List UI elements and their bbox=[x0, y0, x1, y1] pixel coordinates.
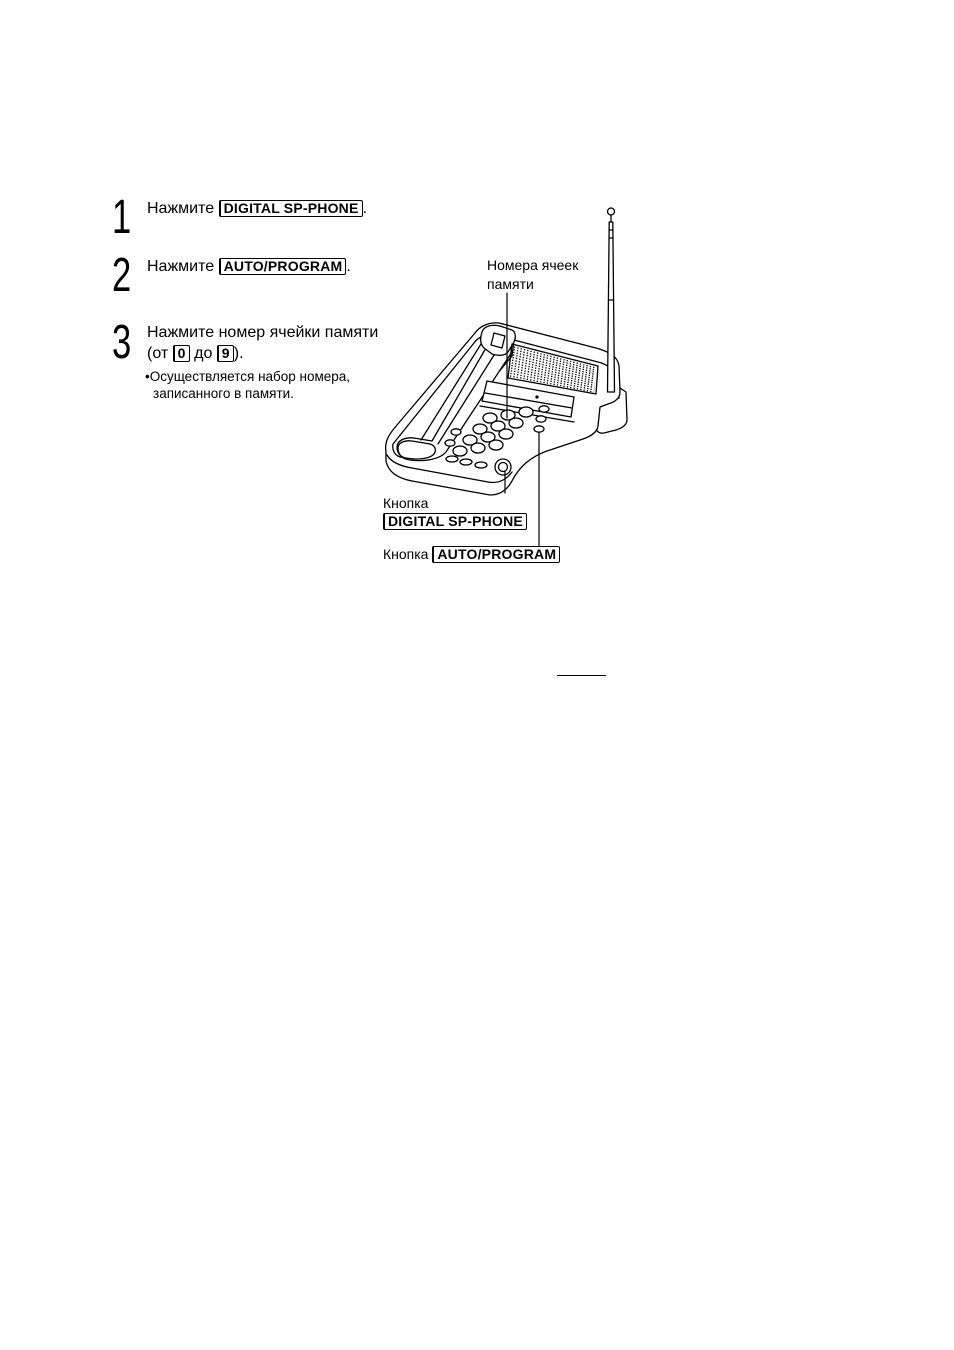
horizontal-rule bbox=[557, 675, 606, 676]
step-3-text: Нажмите номер ячейки памяти bbox=[147, 324, 379, 341]
handset-earpiece bbox=[398, 441, 435, 459]
antenna bbox=[608, 222, 615, 392]
auto-program-callout-key: AUTO/PROGRAM bbox=[432, 546, 560, 563]
keypad-key bbox=[499, 429, 513, 439]
function-key bbox=[445, 440, 455, 446]
function-key bbox=[460, 459, 472, 465]
auto-program-callout bbox=[383, 546, 560, 563]
step-2-punctuation: . bbox=[346, 258, 351, 275]
step-number-3: 3 bbox=[112, 316, 132, 369]
step-2-text: Нажмите bbox=[147, 258, 215, 275]
keypad-key bbox=[453, 446, 467, 456]
step-1-text: Нажмите bbox=[147, 200, 215, 217]
step-1-punctuation: . bbox=[362, 200, 367, 217]
keypad-key bbox=[471, 443, 485, 453]
auto-program-key: AUTO/PROGRAM bbox=[219, 258, 347, 275]
sp-phone-callout-label: Кнопка bbox=[383, 495, 429, 511]
function-key bbox=[451, 429, 461, 435]
keypad-key bbox=[489, 440, 503, 450]
sp-phone-callout-key: DIGITAL SP-PHONE bbox=[383, 513, 527, 530]
handset-mouthpiece-recess bbox=[491, 333, 505, 348]
sp-phone-callout bbox=[383, 513, 527, 530]
function-key bbox=[536, 416, 546, 422]
step-3-note-line-2: записанного в памяти. bbox=[153, 386, 294, 401]
digital-sp-phone-key: DIGITAL SP-PHONE bbox=[219, 200, 363, 217]
keypad-key bbox=[509, 418, 523, 428]
function-key bbox=[475, 462, 487, 468]
antenna-tip bbox=[608, 208, 615, 215]
auto-program-callout-label: Кнопка bbox=[383, 546, 429, 562]
auto-program-button bbox=[534, 426, 544, 432]
sp-phone-button-inner bbox=[499, 463, 508, 472]
memory-keys-callout-line-1: Номера ячеек bbox=[487, 257, 579, 273]
memory-keys-callout-line-2: памяти bbox=[487, 276, 534, 292]
step-number-2: 2 bbox=[112, 249, 132, 302]
range-open-text: (от bbox=[147, 345, 169, 362]
step-number-1: 1 bbox=[112, 191, 132, 244]
memory-key-from: 0 bbox=[173, 345, 190, 362]
indicator-dot bbox=[536, 396, 538, 398]
keypad-key bbox=[519, 407, 533, 417]
step-3-note-line-1: •Осуществляется набор номера, bbox=[145, 369, 351, 384]
range-close-text: ). bbox=[233, 345, 244, 362]
function-key bbox=[539, 406, 549, 412]
memory-key-to: 9 bbox=[217, 345, 234, 362]
function-key bbox=[446, 456, 458, 462]
range-mid-text: до bbox=[194, 345, 213, 362]
